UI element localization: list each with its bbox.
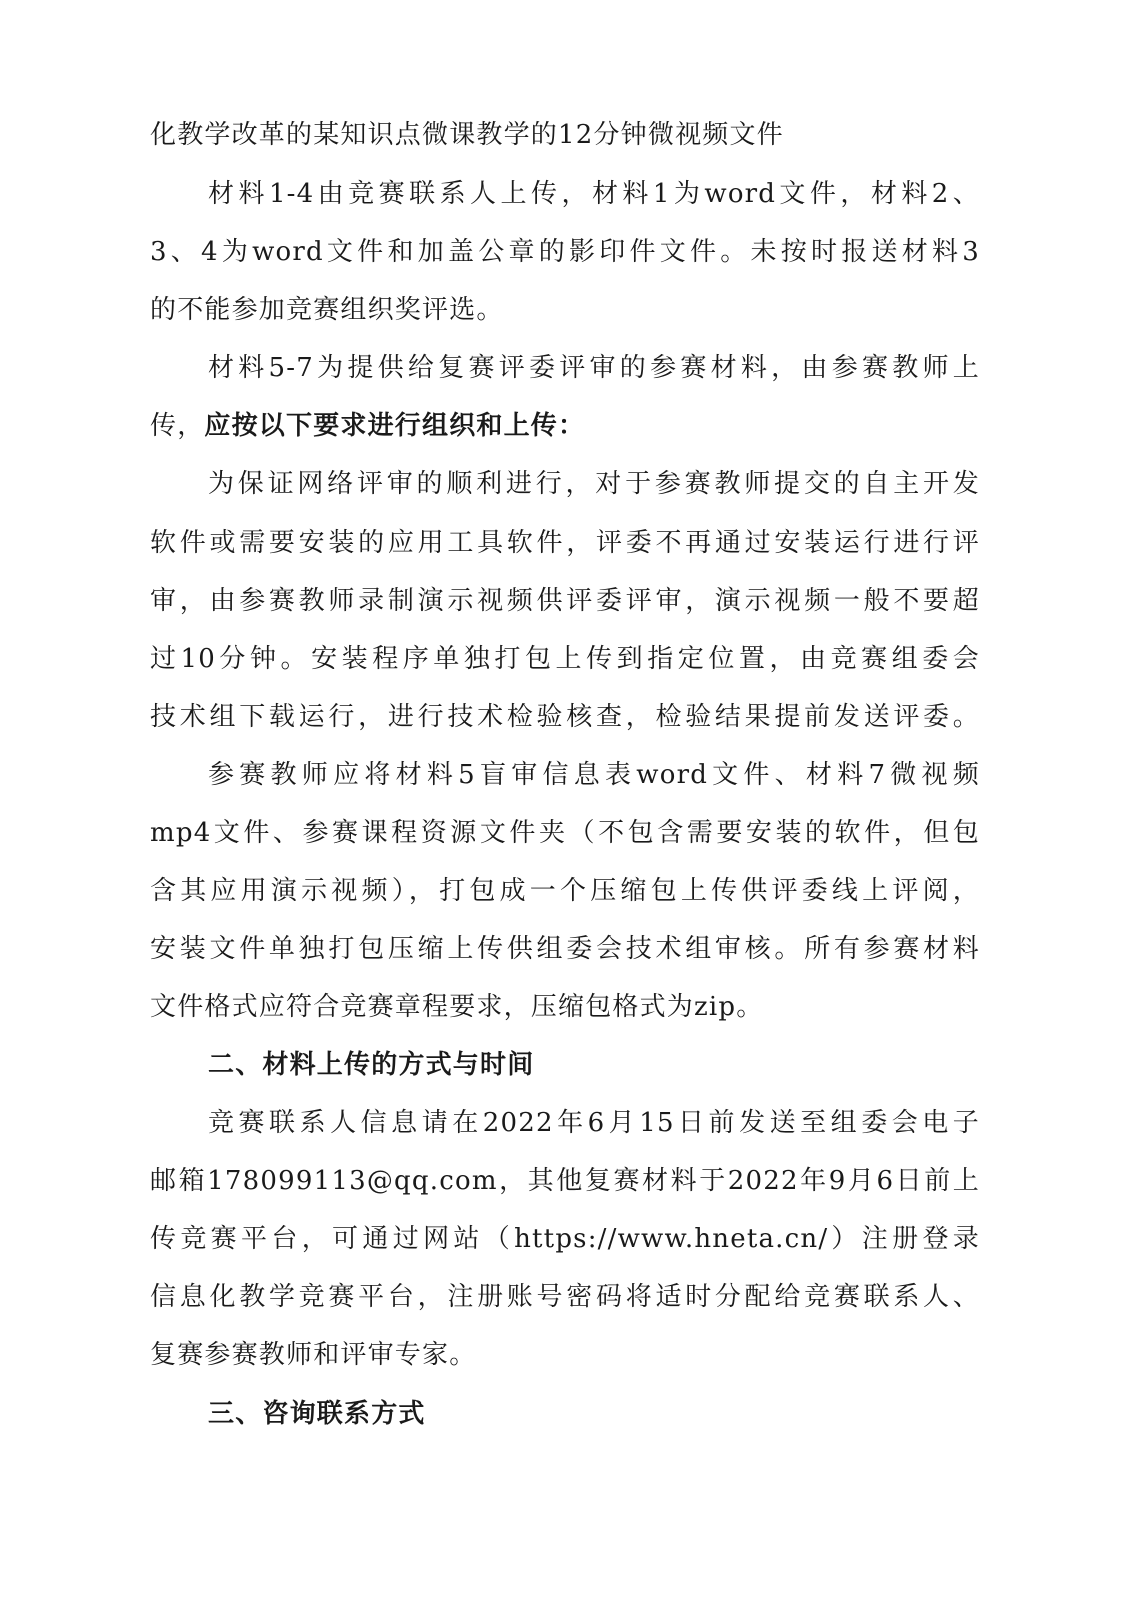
paragraph-line: 信息化教学竞赛平台，注册账号密码将适时分配给竞赛联系人、: [150, 1282, 980, 1312]
paragraph-line: 3、4为word文件和加盖公章的影印件文件。未按时报送材料3: [150, 237, 980, 267]
paragraph-line: 的不能参加竞赛组织奖评选。: [150, 295, 504, 325]
paragraph-line: 文件格式应符合竞赛章程要求，压缩包格式为zip。: [150, 992, 764, 1022]
paragraph-line: 软件或需要安装的应用工具软件，评委不再通过安装运行进行评: [150, 528, 980, 558]
paragraph-line: 过10分钟。安装程序单独打包上传到指定位置，由竞赛组委会: [150, 644, 980, 674]
emphasis-text: 应按以下要求进行组织和上传：: [204, 411, 586, 441]
paragraph-line: 材料5-7为提供给复赛评委评审的参赛材料，由参赛教师上: [208, 353, 980, 383]
paragraph-line: [150, 409, 980, 443]
paragraph-line: 传竞赛平台，可通过网站（https://www.hneta.cn/）注册登录: [150, 1224, 980, 1254]
paragraph-line: 为保证网络评审的顺利进行，对于参赛教师提交的自主开发: [208, 469, 980, 499]
paragraph-line: 竞赛联系人信息请在2022年6月15日前发送至组委会电子: [208, 1108, 980, 1138]
paragraph-line: 含其应用演示视频），打包成一个压缩包上传供评委线上评阅，: [150, 876, 980, 906]
paragraph-line: 化教学改革的某知识点微课教学的12分钟微视频文件: [150, 120, 784, 150]
paragraph-line: 审，由参赛教师录制演示视频供评委评审，演示视频一般不要超: [150, 586, 980, 616]
paragraph-line: 参赛教师应将材料5盲审信息表word文件、材料7微视频: [208, 760, 980, 790]
paragraph-line: 邮箱178099113@qq.com，其他复赛材料于2022年9月6日前上: [150, 1166, 980, 1196]
paragraph-line: 复赛参赛教师和评审专家。: [150, 1340, 477, 1370]
paragraph-text: 传，: [150, 411, 205, 441]
section-heading: 三、咨询联系方式: [208, 1399, 426, 1429]
paragraph-line: 安装文件单独打包压缩上传供组委会技术组审核。所有参赛材料: [150, 934, 980, 964]
paragraph-line: 技术组下载运行，进行技术检验核查，检验结果提前发送评委。: [150, 702, 980, 732]
paragraph-line: 材料1-4由竞赛联系人上传，材料1为word文件，材料2、: [208, 179, 980, 209]
paragraph-line: mp4文件、参赛课程资源文件夹（不包含需要安装的软件，但包: [150, 818, 980, 848]
section-heading: 二、材料上传的方式与时间: [208, 1050, 535, 1080]
